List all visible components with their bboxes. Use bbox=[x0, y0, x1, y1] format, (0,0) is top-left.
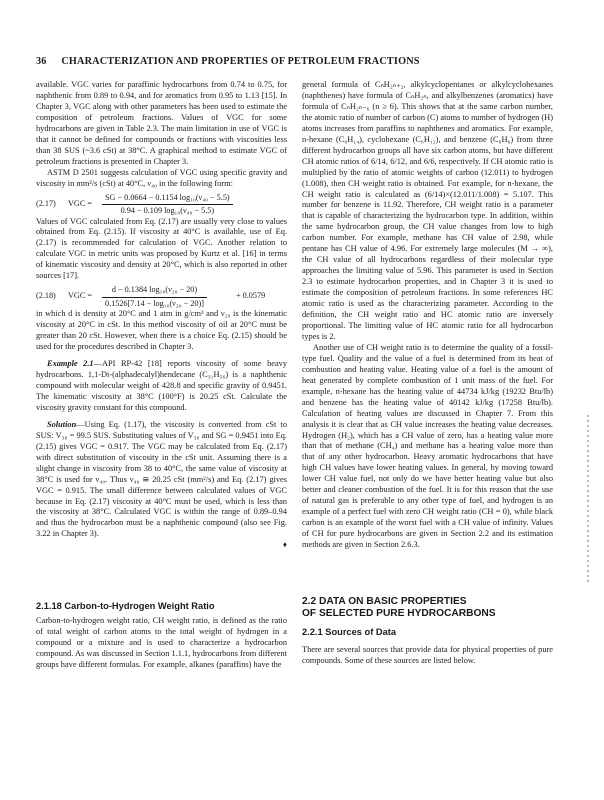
running-header bbox=[36, 56, 420, 67]
equation-tail: + 0.0579 bbox=[236, 291, 266, 301]
section-heading-2-2-1: 2.2.1 Sources of Data bbox=[302, 627, 397, 637]
paragraph: ASTM D 2501 suggests calculation of VGC using specific gravity and viscosity in mm²/s (cSt) at 40°C, ν₄₀ in the following form: bbox=[36, 167, 287, 188]
paragraph: Another use of CH weight ratio is to determine the quality of a fossil-type fuel. Quality and the value of a fuel is determined from its heat of combustion and heating value. Heating value of a fuel is the amount of heat generated by complete combustion of 1 unit mass of the fuel. For example, n-hexane has the heating value of 44734 kJ/kg (19232 Btu/lb) and benzene has the heating value of 40142 kJ/kg (17258 Btu/lb). Calculation of heating values are discussed in Chapter 7. From this analysis it is clear that as CH value increases the heating value decreases. Hydrogen (H₂), which has a CH value of zero, has a heating value more than that of methane (CH₄) and methane has a heating value more than that of any other hydrocarbon. Heavy aromatic hydrocarbons that have high CH values have lower heating values. In general, by moving toward lower CH value fuel, not only do we have better heating value but also better and cleaner combustion of the fuel. It is for this reason that the use of natural gas is preferable to any other type of fuel, and hydrogen is an example of a perfect fuel with zero CH weight ratio (CH = 0), while black carbon is an example of the worst fuel with a CH value of infinity. Values of CH for pure hydrocarbons are given in Section 2.2 and its estimation methods are given in Section 2.6.3. bbox=[302, 342, 553, 550]
paragraph: available. VGC varies for paraffinic hydrocarbons from 0.74 to 0.75, for naphthenic from 0.89 to 0.94, and for aromatics from 0.95 to 1.13 [15]. In Chapter 3, VGC along with other parameters has been used to estimate the composition of petroleum fractions. Values of VGC for some hydrocarbons are given in Table 2.3. The main limitation in use of VGC is that it cannot be defined for compounds or fractions with viscosities less than 38 SUS (~3.6 cSt) at 38°C. A graphical method to estimate VGC of petroleum fractions is presented in Chapter 3. bbox=[36, 80, 287, 166]
equation-fraction bbox=[102, 193, 233, 218]
equation-2-18 bbox=[36, 285, 287, 307]
paragraph: Values of VGC calculated from Eq. (2.17) are usually very close to values obtained from Eq. (2.15). If viscosity at 40°C is available, use of Eq. (2.17) is recommended for calculation of VGC. Another relation to calculate VGC in metric units was proposed by Kurtz et al. [16] in terms of kinematic viscosity and density at 20°C, which is also reported in other sources [17]. bbox=[36, 216, 287, 281]
running-title: CHARACTERIZATION AND PROPERTIES OF PETROLEUM FRACTIONS bbox=[61, 56, 420, 67]
equation-denominator: 0.1526[7.14 − log₁₀(ν₂₀ − 20)] bbox=[105, 299, 204, 309]
page-edge-mark bbox=[587, 415, 589, 585]
heading-line: OF SELECTED PURE HYDROCARBONS bbox=[302, 607, 496, 619]
equation-lhs: VGC = bbox=[68, 198, 92, 208]
section-2-1-18-body bbox=[36, 616, 287, 671]
paragraph: There are several sources that provide data for physical properties of pure compounds. Some of these sources are listed below. bbox=[302, 645, 553, 665]
equation-2-17 bbox=[36, 193, 287, 215]
example-label: Example 2.1 bbox=[47, 359, 94, 369]
right-column bbox=[302, 80, 553, 551]
paragraph: Carbon-to-hydrogen weight ratio, CH weight ratio, is defined as the ratio of total weight of carbon atoms to the total weight of hydrogen in a compound or a mixture and is used to characterize a hydrocarbon compound. As was discussed in Section 1.1.1, hydrocarbons from different groups have different formulas. For example, alkanes (paraffins) have the bbox=[36, 616, 287, 669]
equation-number: (2.17) bbox=[36, 198, 56, 208]
paragraph: in which d is density at 20°C and 1 atm in g/cm³ and ν₂₀ is the kinematic viscosity at 20°C in cSt. In this method viscosity of oil at 20°C must be greater than 20 cSt. However, when there is a choice Eq. (2.15) should be used for the procedures described in Chapter 3. bbox=[36, 309, 287, 352]
left-column bbox=[36, 80, 287, 551]
end-of-example-mark: ♦ bbox=[282, 540, 287, 550]
equation-numerator: SG − 0.0664 − 0.1154 log₁₀(ν₄₀ − 5.5) bbox=[102, 193, 233, 206]
solution-label: Solution bbox=[47, 419, 77, 429]
equation-denominator: 0.94 − 0.109 log₁₀(ν₄₀ − 5.5) bbox=[120, 206, 215, 216]
solution bbox=[36, 420, 287, 540]
section-2-2-1-body bbox=[302, 645, 553, 667]
section-heading-2-1-18: 2.1.18 Carbon-to-Hydrogen Weight Ratio bbox=[36, 601, 215, 611]
solution-text: —Using Eq. (1.17), the viscosity is converted from cSt to SUS: V₃₈ = 99.5 SUS. Substituting values of V₃₈ and SG = 0.9451 into Eq. (2.15) gives VGC = 0.917. The VGC may be calculated from Eq. (2.17) with direct substitution of viscosity in the cSt unit. Assuming there is a slight change in viscosity from 38 to 40°C, the same value of viscosity at 38°C is used for ν₄₀. Thus ν₄₀ ≅ 20.25 cSt (mm²/s) and Eq. (2.17) gives VGC = 0.915. The small difference between calculated values of VGC because in Eq. (2.17) viscosity at 40°C must be used, which is less than the viscosity at 38°C. Calculated VGC is within the range of 0.89–0.94 and thus the hydrocarbon must be a naphthenic compound (also see Fig. 3.22 in Chapter 3). bbox=[36, 419, 287, 539]
example-text: —API RP-42 [18] reports viscosity of some heavy hydrocarbons. 1,1-Di-(alphadecalyl)hendecane (C₃₁H₅₆) is a naphthenic compound with molecular weight of 428.8 and specific gravity of 0.9451. The kinematic viscosity at 38°C (100°F) is 20.25 cSt. Calculate the viscosity gravity constant for this compound. bbox=[36, 359, 287, 412]
section-heading-2-2 bbox=[302, 596, 496, 619]
paragraph: general formula of CₙH₂ₙ₊₂, alkylcyclopentanes or alkylcyclohexanes (naphthenes) have formula of CₙH₂ₙ, and alkylbenzenes (aromatics) have formula of CₙH₂ₙ₋₆ (n ≥ 6). This shows that at the same carbon number, the atomic ratio of number of carbon (C) atoms to number of hydrogen (H) atoms increases from paraffins to naphthenes and aromatics. For example, n-hexane (C₆H₁₄), cyclohexane (C₆H₁₂), and benzene (C₆H₆) from three different hydrocarbon groups all have six carbon atoms, but have different CH atomic ratios of 6/14, 6/12, and 6/6, respectively. If CH atomic ratio is multiplied by the ratio of atomic weights of carbon (12.011) to hydrogen (1.008), then CH weight ratio is obtained. For example, for n-hexane, the CH weight ratio is calculated as (6/14)×(12.011/1.008) = 5.107. This number for benzene is 11.92. Therefore, CH weight ratio is a parameter that is capable of characterizing the hydrocarbon type. In addition, within the same hydrocarbon group, the CH value changes from low to high carbon number. For example, methane has CH value of 2.98, while pentane has CH value of 4.96. For extremely large molecules (M → ∞), the CH value of all hydrocarbons regardless of their molecular type approaches the limiting value of 5.96. This parameter is used in Section 2.3 to estimate hydrocarbon properties, and in Chapter 3 it is used to estimate the composition of petroleum fractions. In some references HC atomic ratio is used as the characterizing parameter. According to the definition, the CH weight ratio and HC atomic ratio are inversely proportional. The limiting value of HC atomic ratio for all hydrocarbon types is 2. bbox=[302, 80, 553, 341]
equation-lhs: VGC = bbox=[68, 291, 92, 301]
equation-numerator: d − 0.1384 log₁₀(ν₂₀ − 20) bbox=[102, 285, 207, 298]
page-number: 36 bbox=[36, 56, 47, 67]
equation-number: (2.18) bbox=[36, 291, 56, 301]
example-2-1 bbox=[36, 359, 287, 414]
heading-line: 2.2 DATA ON BASIC PROPERTIES bbox=[302, 596, 467, 607]
equation-fraction bbox=[102, 285, 207, 310]
